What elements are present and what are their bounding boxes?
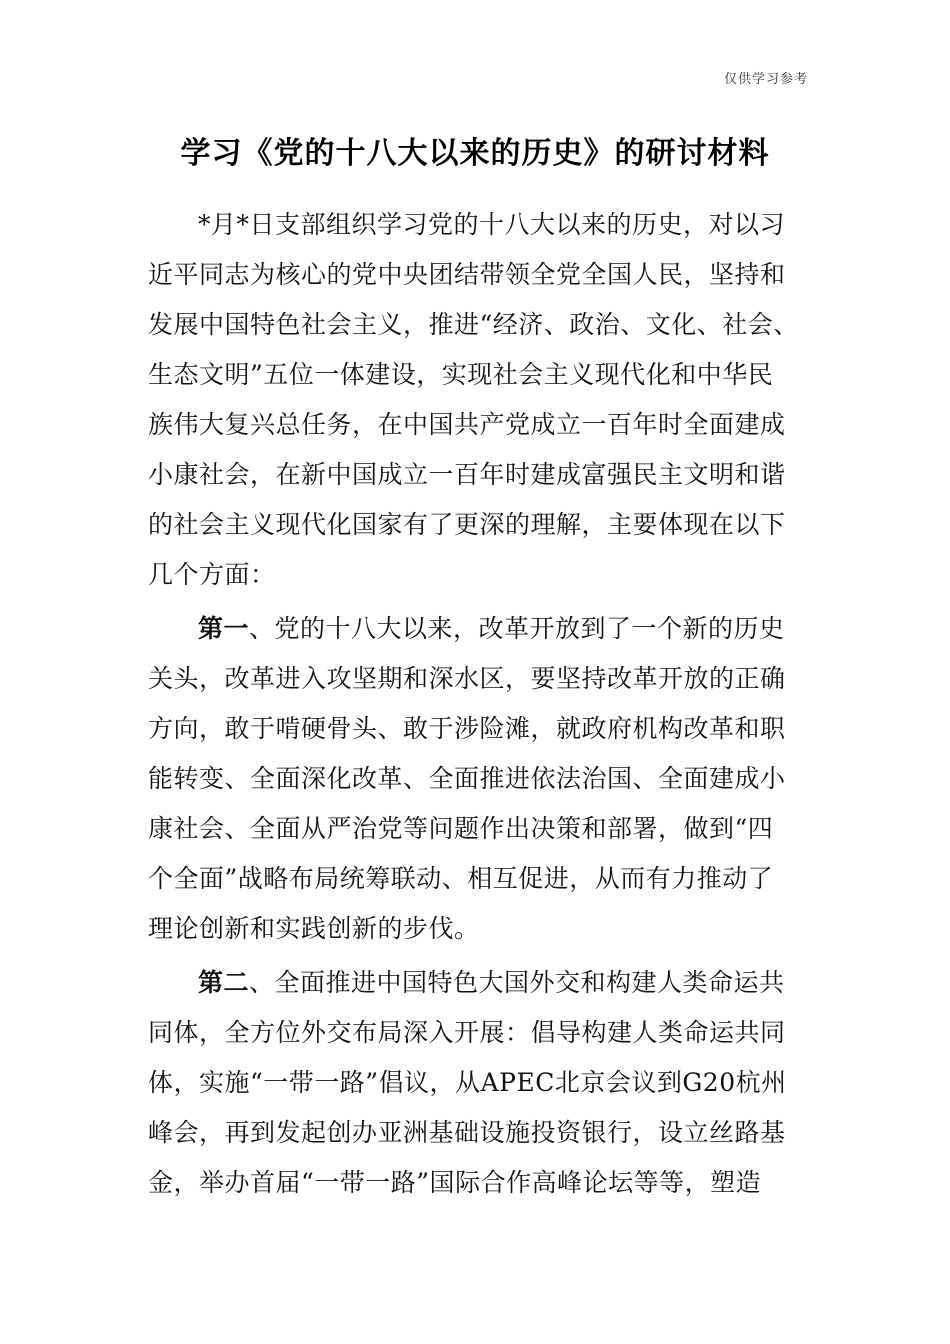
- point-lead: 第一: [198, 614, 250, 643]
- paragraph-line: 生态文明”五位一体建设，实现社会主义现代化和中华民: [148, 360, 774, 389]
- document-title: 学习《党的十八大以来的历史》的研讨材料: [180, 136, 770, 171]
- paragraph-line: 能转变、全面深化改革、全面推进依法治国、全面建成小: [148, 764, 786, 793]
- paragraph-line: 族伟大复兴总任务，在中国共产党成立一百年时全面建成: [148, 410, 786, 439]
- paragraph-line: 峰会，再到发起创办亚洲基础设施投资银行，设立丝路基: [148, 1118, 786, 1147]
- paragraph-second-point: [148, 958, 798, 1208]
- header-note: 仅供学习参考: [723, 72, 808, 87]
- paragraph-line: 的社会主义现代化国家有了更深的理解，主要体现在以下: [148, 510, 786, 539]
- paragraph-line: 体，实施“一带一路”倡议，从APEC北京会议到G20杭州: [148, 1068, 787, 1097]
- paragraph-line: 同体，全方位外交布局深入开展：倡导构建人类命运共同: [148, 1018, 786, 1047]
- paragraph-line: 小康社会，在新中国成立一百年时建成富强民主文明和谐: [148, 460, 786, 489]
- paragraph-line: 近平同志为核心的党中央团结带领全党全国人民，坚持和: [148, 260, 786, 289]
- paragraph-line: *月*日支部组织学习党的十八大以来的历史，对以习: [198, 210, 786, 239]
- paragraph-line: [148, 604, 798, 654]
- paragraph-line: 几个方面：: [148, 560, 276, 589]
- point-text: 、全面推进中国特色大国外交和构建人类命运共: [249, 968, 785, 997]
- paragraph-line: 发展中国特色社会主义，推进“经济、政治、文化、社会、: [148, 310, 799, 339]
- paragraph-line: [148, 958, 798, 1008]
- paragraph-first-point: [148, 604, 798, 954]
- point-text: 、党的十八大以来，改革开放到了一个新的历史: [249, 614, 785, 643]
- paragraph-line: 方向，敢于啃硬骨头、敢于涉险滩，就政府机构改革和职: [148, 714, 786, 743]
- paragraph-line: 理论创新和实践创新的步伐。: [148, 914, 480, 943]
- paragraph-line: 关头，改革进入攻坚期和深水区，要坚持改革开放的正确: [148, 664, 786, 693]
- point-lead: 第二: [198, 968, 250, 997]
- paragraph-intro: [148, 200, 798, 600]
- paragraph-line: 金，举办首届“一带一路”国际合作高峰论坛等等，塑造: [148, 1168, 762, 1197]
- document-body: [148, 200, 798, 1208]
- paragraph-line: 个全面”战略布局统筹联动、相互促进，从而有力推动了: [148, 864, 774, 893]
- paragraph-line: 康社会、全面从严治党等问题作出决策和部署，做到“四: [148, 814, 774, 843]
